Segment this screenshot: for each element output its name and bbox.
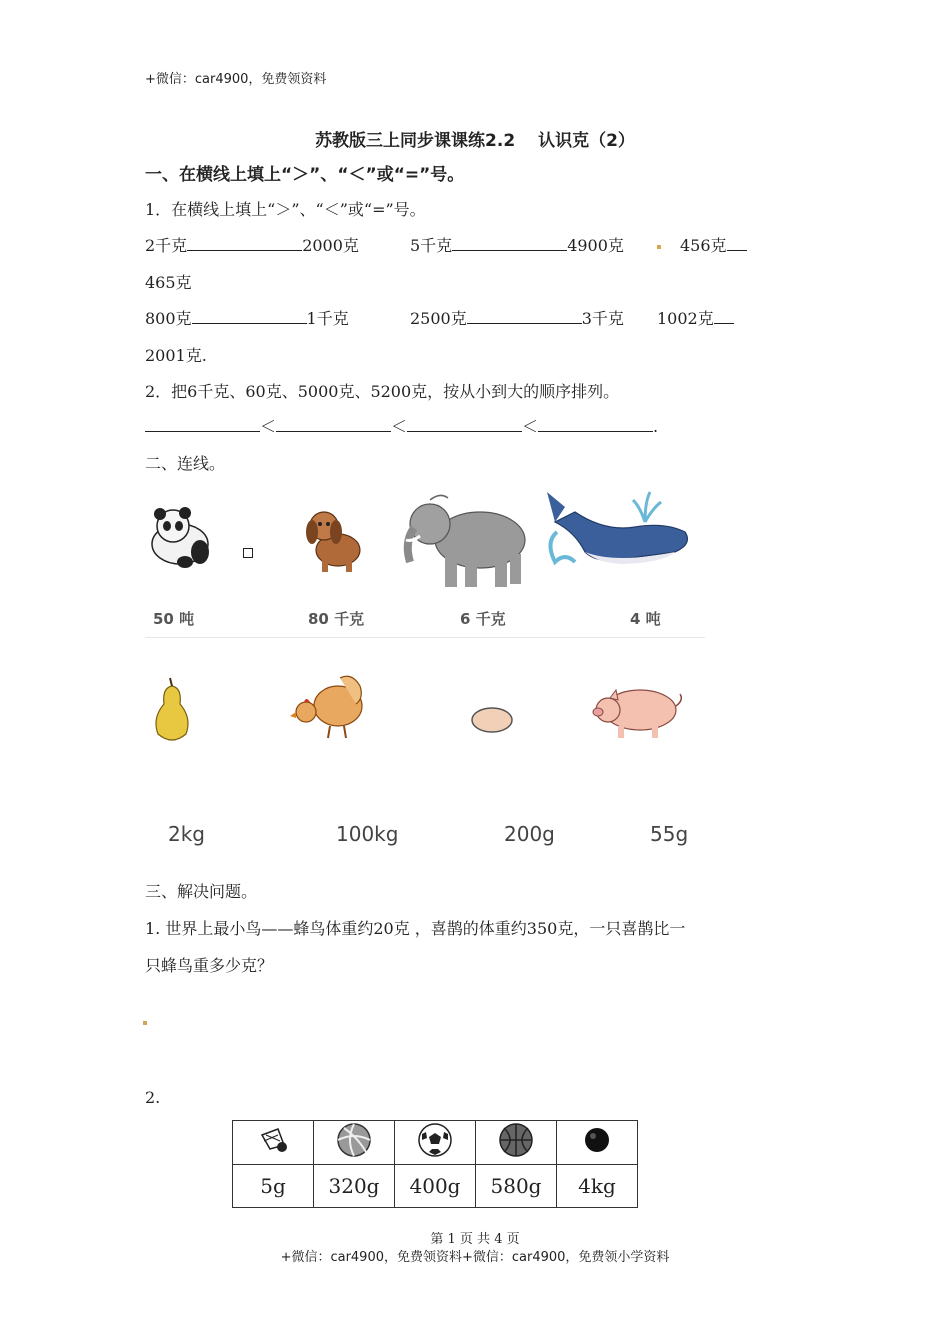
- whale-icon: [545, 482, 695, 572]
- weight-label: 4 吨: [630, 610, 661, 628]
- table-cell: 580g: [476, 1165, 557, 1208]
- volleyball-icon: [336, 1122, 372, 1158]
- question-1: 1．在横线上填上“＞”、“＜”或“=”号。: [145, 200, 426, 219]
- compare-2e: 1002克: [657, 309, 714, 328]
- compare-2c: 2500克: [410, 309, 467, 328]
- compare-2f: 2001克.: [145, 346, 207, 365]
- table-cell: [233, 1121, 314, 1165]
- footer-promo: +微信：car4900，免费领资料+微信：car4900，免费领小学资料: [280, 1250, 670, 1265]
- shuttlecock-icon: [258, 1127, 288, 1153]
- answer-blank[interactable]: [452, 234, 567, 251]
- dot-marker: [243, 548, 253, 558]
- compare-1a: 2千克: [145, 236, 188, 255]
- order-row: [145, 414, 658, 437]
- soccer-ball-icon: [417, 1122, 453, 1158]
- section1-heading: 一、在横线上填上“＞”、“＜”或“=”号。: [145, 165, 465, 185]
- table-cell: [314, 1121, 395, 1165]
- compare-row-2: [145, 306, 349, 329]
- answer-blank[interactable]: [538, 415, 653, 432]
- answer-blank[interactable]: [467, 307, 582, 324]
- dog-icon: [300, 504, 370, 574]
- table-cell: 400g: [395, 1165, 476, 1208]
- page-title: 苏教版三上同步课课练2.2 认识克（2）: [315, 131, 635, 151]
- answer-blank[interactable]: [407, 415, 522, 432]
- compare-1b: 2000克: [302, 236, 359, 255]
- weight-label: 80 千克: [308, 610, 365, 628]
- item-weight-label: 200g: [504, 822, 555, 846]
- page-number: 第 1 页 共 4 页: [430, 1232, 520, 1247]
- weight-label: 50 吨: [153, 610, 195, 628]
- answer-blank[interactable]: [192, 307, 307, 324]
- less-than: ＜: [522, 417, 539, 436]
- problem-1-line1: 1. 世界上最小鸟——蜂鸟体重约20克 ，喜鹊的体重约350克，一只喜鹊比一: [145, 919, 686, 938]
- compare-row-2-mid: [410, 306, 624, 329]
- answer-blank[interactable]: [276, 415, 391, 432]
- table-cell: 4kg: [557, 1165, 638, 1208]
- section3-heading: 三、解决问题。: [145, 882, 258, 901]
- compare-row-2-right: [657, 306, 734, 329]
- basketball-icon: [498, 1122, 534, 1158]
- panda-icon: [145, 502, 215, 572]
- compare-2a: 800克: [145, 309, 192, 328]
- stray-mark: [143, 1021, 147, 1025]
- pear-icon: [150, 676, 195, 744]
- compare-row-1: [145, 233, 359, 256]
- compare-row-1-right: [680, 233, 747, 256]
- shot-put-icon: [582, 1125, 612, 1155]
- ball-weight-table: [232, 1120, 638, 1208]
- compare-row-1-mid: [410, 233, 624, 256]
- table-cell: 320g: [314, 1165, 395, 1208]
- answer-blank[interactable]: [145, 415, 260, 432]
- egg-icon: [470, 706, 514, 734]
- problem-2: 2.: [145, 1088, 161, 1107]
- compare-1d: 4900克: [567, 236, 624, 255]
- hen-icon: [290, 668, 370, 740]
- answer-blank[interactable]: [187, 234, 302, 251]
- elephant-icon: [400, 492, 535, 592]
- compare-2d: 3千克: [581, 309, 624, 328]
- question-2: 2．把6千克、60克、5000克、5200克，按从小到大的顺序排列。: [145, 382, 620, 401]
- pig-icon: [590, 682, 686, 742]
- answer-blank[interactable]: [727, 234, 747, 251]
- item-weight-label: 100kg: [336, 822, 399, 846]
- problem-1-line2: 只蜂鸟重多少克？: [145, 956, 274, 975]
- stray-mark: [657, 245, 661, 249]
- less-than: ＜: [391, 417, 408, 436]
- table-cell: [557, 1121, 638, 1165]
- compare-1f: 465克: [145, 273, 192, 292]
- less-than: ＜: [260, 417, 277, 436]
- animals-picture: [145, 482, 705, 638]
- section2-heading: 二、连线。: [145, 454, 226, 473]
- compare-2b: 1千克: [306, 309, 349, 328]
- table-cell: [476, 1121, 557, 1165]
- compare-1e: 456克: [680, 236, 727, 255]
- compare-1c: 5千克: [410, 236, 453, 255]
- answer-blank[interactable]: [714, 307, 734, 324]
- item-weight-label: 55g: [650, 822, 689, 846]
- table-cell: [395, 1121, 476, 1165]
- table-cell: 5g: [233, 1165, 314, 1208]
- period: .: [653, 417, 659, 436]
- header-promo: +微信：car4900，免费领资料: [145, 72, 327, 87]
- weight-label: 6 千克: [460, 610, 506, 628]
- item-weight-label: 2kg: [168, 822, 206, 846]
